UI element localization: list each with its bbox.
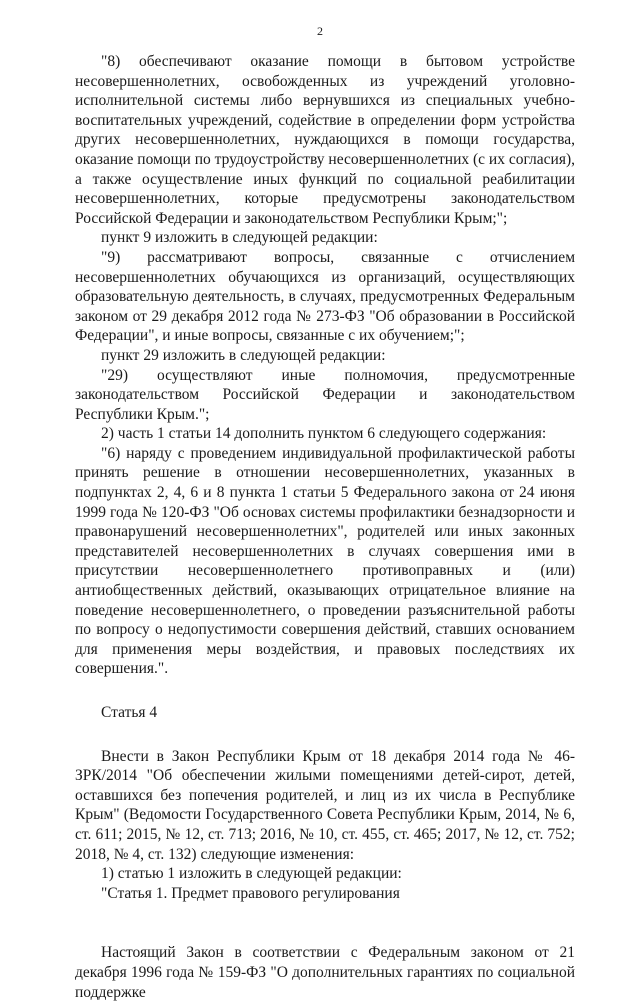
spacer (75, 723, 575, 747)
paragraph-part-2: 2) часть 1 статьи 14 дополнить пунктом 6 следующего содержания: (101, 425, 547, 443)
paragraph-item-29: "29) осуществляют иные полномочия, предусмотренные законодательством Российской Федерации и законодательством Республики Крым."; (75, 366, 575, 423)
paragraph-item-8: "8) обеспечивают оказание помощи в бытовом устройстве несовершеннолетних, освобожденных из учреждений уголовно-исполнительной системы либо вернувшихся из специальных учебно-воспитательных учреждений, содействие в определении форм устройства других несовершеннолетних, нуждающихся в помощи государства, оказание помощи по трудоустройству несовершеннолетних (с их согласия), а также осуществление иных функций по социальной реабилитации несовершеннолетних, которые предусмотрены законодательством Российской Федерации и законодательством Республики Крым;"; (75, 53, 575, 227)
paragraph-amend-law: Внести в Закон Республики Крым от 18 декабря 2014 года № 46-ЗРК/2014 "Об обеспечении жилыми помещениями детей-сирот, детей, оставшихся без попечения родителей, и лиц из их числа в Республике Крым" (Ведомости Государственного Совета Республики Крым, 2014, № 6, ст. 611; 2015, № 12, ст. 713; 2016, № 10, ст. 455, ст. 465; 2017, № 12, ст. 752; 2018, № 4, ст. 132) следующие изменения: (75, 747, 575, 863)
paragraph-point-29-intro: пункт 29 изложить в следующей редакции: (101, 346, 386, 364)
paragraph-article-1-title: "Статья 1. Предмет правового регулирования (101, 884, 400, 902)
article-heading: Статья 4 (101, 704, 158, 721)
spacer (75, 679, 575, 703)
spacer (75, 903, 575, 943)
paragraph-item-6: "6) наряду с проведением индивидуальной профилактической работы принять решение в отношении несовершеннолетних, указанных в подпунктах 2, 4, 6 и 8 пункта 1 статьи 5 Федерального закона от 24 июня 1999 года № 120-ФЗ "Об основах системы профилактики безнадзорности и правонарушений несовершеннолетних", родителей или иных законных представителей несовершеннолетних в случаях совершения ими в присутствии несовершеннолетнего противоправных и (или) антиобщественных действий, оказывающих отрицательное влияние на поведение несовершеннолетнего, о проведении разъяснительной работы по вопросу о недопустимости совершения действий, ставших основанием для применения меры воздействия, и правовых последствиях их совершения.". (75, 444, 575, 678)
paragraph-article-1-intro: 1) статью 1 изложить в следующей редакции: (101, 865, 402, 883)
page-number: 2 (317, 24, 323, 38)
paragraph-law-intro: Настоящий Закон в соответствии с Федеральным законом от 21 декабря 1996 года № 159-ФЗ "О дополнительных гарантиях по социальной поддержке (75, 944, 575, 1001)
document-body (75, 52, 575, 1002)
paragraph-item-9: "9) рассматривают вопросы, связанные с отчислением несовершеннолетних обучающихся из организаций, осуществляющих образовательную деятельность, в случаях, предусмотренных Федеральным законом от 29 декабря 2012 года № 273-ФЗ "Об образовании в Российской Федерации", и иные вопросы, связанные с их обучением;"; (75, 248, 575, 345)
paragraph-point-9-intro: пункт 9 изложить в следующей редакции: (101, 229, 378, 247)
